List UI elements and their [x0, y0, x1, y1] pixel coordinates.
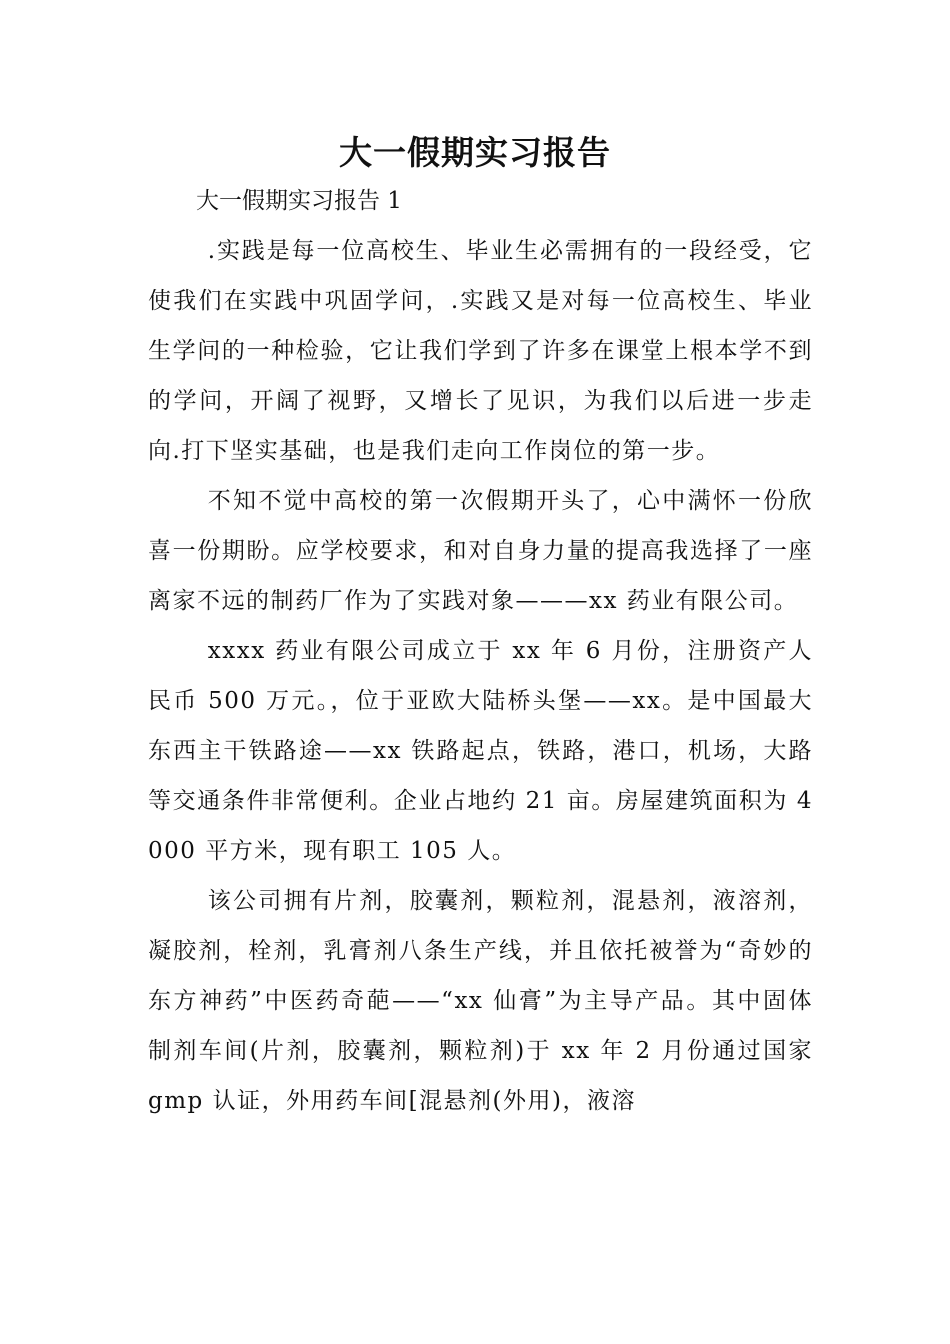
document-body	[148, 226, 813, 1126]
section-heading: 大一假期实习报告 1	[196, 188, 402, 214]
document-title: 大一假期实习报告	[339, 133, 611, 172]
paragraph-2: 不知不觉中高校的第一次假期开头了，心中满怀一份欣喜一份期盼。应学校要求，和对自身力量的提高我选择了一座离家不远的制药厂作为了实践对象———xx 药业有限公司。	[148, 488, 813, 614]
paragraph-1: .实践是每一位高校生、毕业生必需拥有的一段经受，它使我们在实践中巩固学问，.实践又是对每一位高校生、毕业生学问的一种检验，它让我们学到了许多在课堂上根本学不到的学问，开阔了视野，又增长了见识，为我们以后进一步走向.打下坚实基础，也是我们走向工作岗位的第一步。	[148, 238, 813, 464]
paragraph-4: 该公司拥有片剂，胶囊剂，颗粒剂，混悬剂，液溶剂，凝胶剂，栓剂，乳膏剂八条生产线，并且依托被誉为“奇妙的东方神药”中医药奇葩——“xx 仙膏”为主导产品。其中固体制剂车间(片剂，胶囊剂，颗粒剂)于 xx 年 2 月份通过国家 gmp 认证，外用药车间[混悬剂(外用)，液溶	[148, 888, 813, 1114]
paragraph-3: xxxx 药业有限公司成立于 xx 年 6 月份，注册资产人民币 500 万元。，位于亚欧大陆桥头堡——xx。是中国最大东西主干铁路途——xx 铁路起点，铁路，港口，机场，大路等交通条件非常便利。企业占地约 21 亩。房屋建筑面积为 4000 平方米，现有职工 105 人。	[148, 638, 813, 864]
